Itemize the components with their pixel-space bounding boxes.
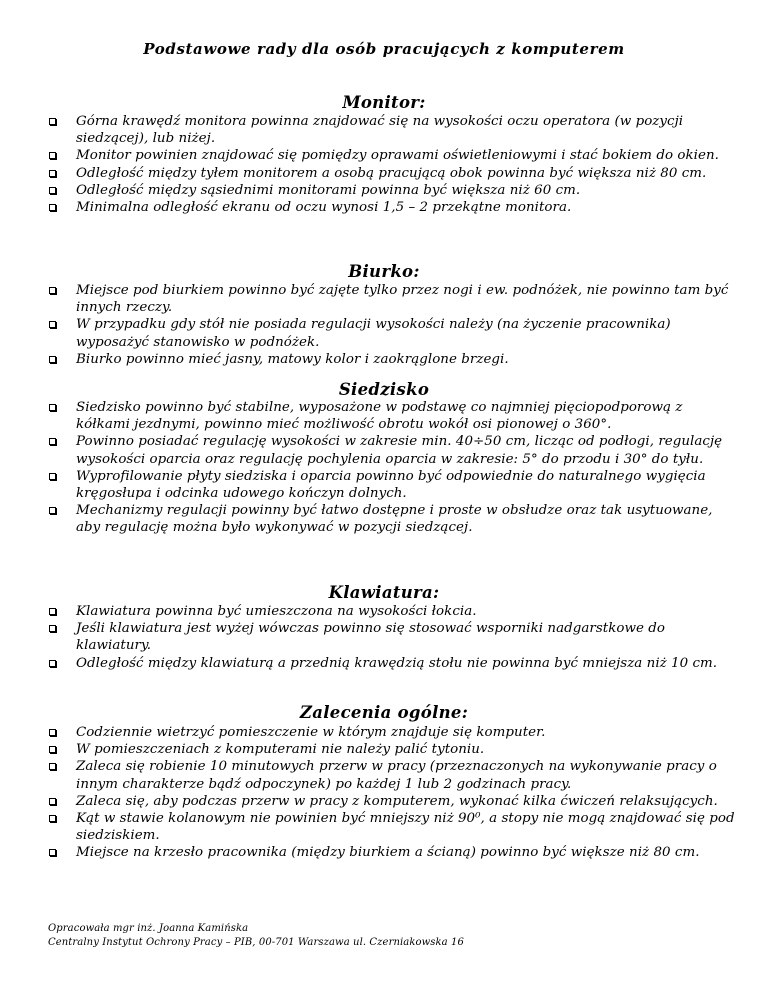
square-bullet-icon — [49, 152, 56, 159]
list-item: Miejsce pod biurkiem powinno być zajęte tylko przez nogi i ew. podnóżek, nie powinno tam być innych rzeczy. — [0, 282, 768, 316]
square-bullet-icon — [49, 473, 56, 480]
list-item: Odległość między sąsiednimi monitorami powinna być większa niż 60 cm. — [0, 182, 768, 199]
square-bullet-icon — [49, 507, 56, 514]
square-bullet-icon — [49, 356, 56, 363]
list-item: Jeśli klawiatura jest wyżej wówczas powinno się stosować wsporniki nadgarstkowe do klawiatury. — [0, 620, 768, 654]
bullet-list-siedzisko — [0, 399, 768, 537]
list-item: Wyprofilowanie płyty siedziska i oparcia powinno być odpowiednie do naturalnego wygięcia kręgosłupa i odcinka udowego kończyn dolnych. — [0, 468, 768, 502]
list-item: Mechanizmy regulacji powinny być łatwo dostępne i proste w obsłudze oraz tak usytuowane, aby regulację można było wykonywać w pozycji siedzącej. — [0, 502, 768, 536]
square-bullet-icon — [49, 187, 56, 194]
square-bullet-icon — [49, 170, 56, 177]
list-item: Powinno posiadać regulację wysokości w zakresie min. 40÷50 cm, licząc od podłogi, regulację wysokości oparcia oraz regulację pochylenia oparcia w zakresie: 5° do przodu i 30° do tyłu. — [0, 433, 768, 467]
square-bullet-icon — [49, 815, 56, 822]
square-bullet-icon — [49, 763, 56, 770]
bullet-list-zalecenia-ogolne — [0, 724, 768, 862]
square-bullet-icon — [49, 798, 56, 805]
section-heading-klawiatura: Klawiatura: — [328, 583, 440, 602]
section-heading-monitor: Monitor: — [342, 93, 426, 112]
bullet-list-monitor — [0, 113, 768, 216]
list-item: Miejsce na krzesło pracownika (między biurkiem a ścianą) powinno być większe niż 80 cm. — [0, 844, 768, 861]
section-heading-biurko: Biurko: — [348, 262, 420, 281]
square-bullet-icon — [49, 118, 56, 125]
list-item: W pomieszczeniach z komputerami nie należy palić tytoniu. — [0, 741, 768, 758]
footer-institution: Centralny Instytut Ochrony Pracy – PIB, 00-701 Warszawa ul. Czerniakowska 16 — [48, 936, 464, 948]
square-bullet-icon — [49, 625, 56, 632]
footer-author: Opracowała mgr inż. Joanna Kamińska — [48, 923, 249, 934]
square-bullet-icon — [49, 321, 56, 328]
bullet-list-klawiatura — [0, 603, 768, 672]
square-bullet-icon — [49, 729, 56, 736]
document-footer — [48, 922, 464, 949]
square-bullet-icon — [49, 204, 56, 211]
section-heading-zalecenia-ogolne: Zalecenia ogólne: — [299, 703, 469, 722]
list-item: Górna krawędź monitora powinna znajdować się na wysokości oczu operatora (w pozycji siedzącej), lub niżej. — [0, 113, 768, 147]
list-item: Zaleca się, aby podczas przerw w pracy z komputerem, wykonać kilka ćwiczeń relaksujących. — [0, 793, 768, 810]
list-item: Kąt w stawie kolanowym nie powinien być mniejszy niż 90⁰, a stopy nie mogą znajdować się pod siedziskiem. — [0, 810, 768, 844]
list-item: Odległość między klawiaturą a przednią krawędzią stołu nie powinna być mniejsza niż 10 cm. — [0, 655, 768, 672]
square-bullet-icon — [49, 438, 56, 445]
list-item: Minimalna odległość ekranu od oczu wynosi 1,5 – 2 przekątne monitora. — [0, 199, 768, 216]
square-bullet-icon — [49, 660, 56, 667]
list-item: Klawiatura powinna być umieszczona na wysokości łokcia. — [0, 603, 768, 620]
square-bullet-icon — [49, 849, 56, 856]
section-heading-siedzisko: Siedzisko — [338, 380, 430, 399]
bullet-list-biurko — [0, 282, 768, 368]
square-bullet-icon — [49, 404, 56, 411]
list-item: Odległość między tyłem monitorem a osobą pracującą obok powinna być większa niż 80 cm. — [0, 165, 768, 182]
square-bullet-icon — [49, 608, 56, 615]
list-item: Biurko powinno mieć jasny, matowy kolor i zaokrąglone brzegi. — [0, 351, 768, 368]
document-title: Podstawowe rady dla osób pracujących z komputerem — [143, 40, 625, 58]
list-item: W przypadku gdy stół nie posiada regulacji wysokości należy (na życzenie pracownika) wyposażyć stanowisko w podnóżek. — [0, 316, 768, 350]
list-item: Zaleca się robienie 10 minutowych przerw w pracy (przeznaczonych na wykonywanie pracy o innym charakterze bądź odpoczynek) po każdej 1 lub 2 godzinach pracy. — [0, 758, 768, 792]
list-item: Monitor powinien znajdować się pomiędzy oprawami oświetleniowymi i stać bokiem do okien. — [0, 147, 768, 164]
square-bullet-icon — [49, 746, 56, 753]
list-item: Siedzisko powinno być stabilne, wyposażone w podstawę co najmniej pięciopodporową z kółkami jezdnymi, powinno mieć możliwość obrotu wokół osi pionowej o 360°. — [0, 399, 768, 433]
square-bullet-icon — [49, 287, 56, 294]
list-item: Codziennie wietrzyć pomieszczenie w którym znajduje się komputer. — [0, 724, 768, 741]
